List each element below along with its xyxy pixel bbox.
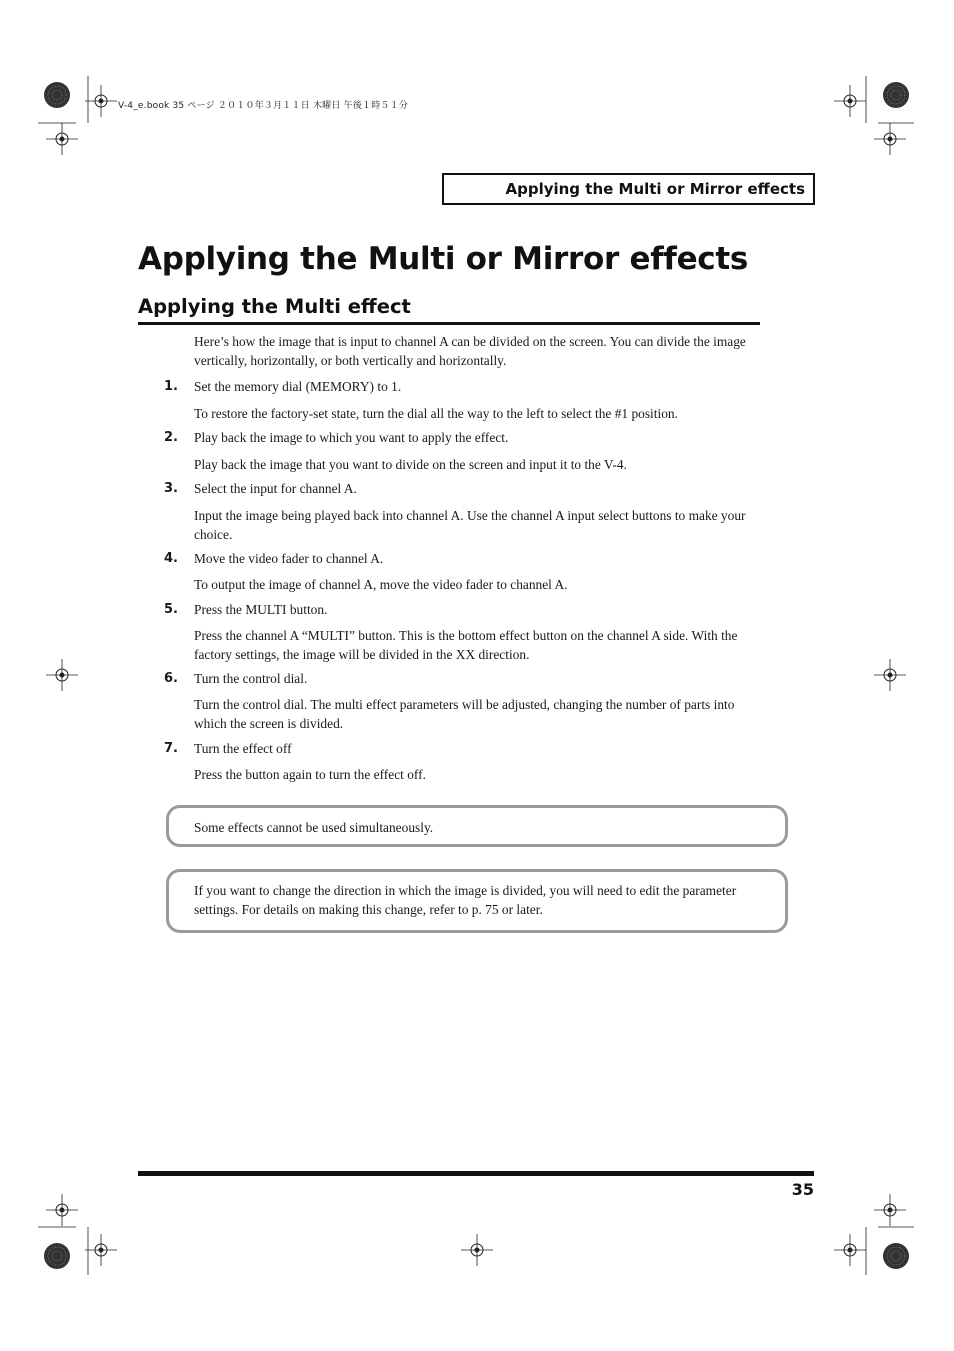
intro-paragraph: Here’s how the image that is input to channel A can be divided on the screen. You can divide the image vertically, horizontally, or both vertically and horizontally. <box>194 334 746 368</box>
registration-star-icon <box>44 1243 70 1269</box>
note-text: If you want to change the direction in which the image is divided, you will need to edit the parameter settings. For details on making this change, refer to p. 75 or later. <box>194 883 737 917</box>
step-detail: Input the image being played back into channel A. Use the channel A input select buttons to make your choice. <box>194 508 746 542</box>
step-instruction: Turn the control dial. <box>194 671 308 686</box>
step-instruction: Play back the image to which you want to apply the effect. <box>194 430 509 445</box>
registration-mark-icon <box>46 123 78 155</box>
registration-mark-icon <box>874 659 906 691</box>
step-detail: Turn the control dial. The multi effect parameters will be adjusted, changing the number of parts into which the screen is divided. <box>194 697 735 731</box>
registration-star-icon <box>883 82 909 108</box>
note-box <box>166 805 788 847</box>
registration-mark-icon <box>46 659 78 691</box>
page-title: Applying the Multi or Mirror effects <box>138 241 749 277</box>
registration-mark-icon <box>85 85 117 117</box>
step-instruction: Select the input for channel A. <box>194 481 357 496</box>
step-number: 3. <box>164 481 178 496</box>
registration-mark-icon <box>461 1234 493 1266</box>
note-box <box>166 869 788 933</box>
step-instruction: Turn the effect off <box>194 741 292 756</box>
print-file-info: V-4_e.book 35 ページ ２０１０年３月１１日 木曜日 午後１時５１分 <box>118 101 409 111</box>
registration-mark-icon <box>874 1194 906 1226</box>
step-number: 7. <box>164 741 178 756</box>
note-text: Some effects cannot be used simultaneously. <box>194 820 434 835</box>
section-heading: Applying the Multi effect <box>138 295 760 325</box>
step-detail: Press the channel A “MULTI” button. This is the bottom effect button on the channel A side. With the factory settings, the image will be divided in the XX direction. <box>194 628 738 662</box>
registration-star-icon <box>44 82 70 108</box>
step-detail: Play back the image that you want to divide on the screen and input it to the V-4. <box>194 457 627 472</box>
step-instruction: Press the MULTI button. <box>194 602 328 617</box>
step-number: 6. <box>164 671 178 686</box>
running-header <box>442 173 815 205</box>
step-instruction: Set the memory dial (MEMORY) to 1. <box>194 379 402 394</box>
registration-mark-icon <box>834 1234 866 1266</box>
step-detail: Press the button again to turn the effect off. <box>194 767 426 782</box>
registration-mark-icon <box>874 123 906 155</box>
step-number: 2. <box>164 430 178 445</box>
step-number: 5. <box>164 602 178 617</box>
page-number: 35 <box>791 1180 814 1199</box>
footer-rule <box>138 1171 814 1176</box>
registration-star-icon <box>883 1243 909 1269</box>
registration-mark-icon <box>834 85 866 117</box>
running-header-label: Applying the Multi or Mirror effects <box>505 180 805 198</box>
registration-mark-icon <box>85 1234 117 1266</box>
step-number: 4. <box>164 551 178 566</box>
step-detail: To restore the factory-set state, turn the dial all the way to the left to select the #1 position. <box>194 406 678 421</box>
step-instruction: Move the video fader to channel A. <box>194 551 384 566</box>
step-detail: To output the image of channel A, move the video fader to channel A. <box>194 577 568 592</box>
step-number: 1. <box>164 379 178 394</box>
registration-mark-icon <box>46 1194 78 1226</box>
